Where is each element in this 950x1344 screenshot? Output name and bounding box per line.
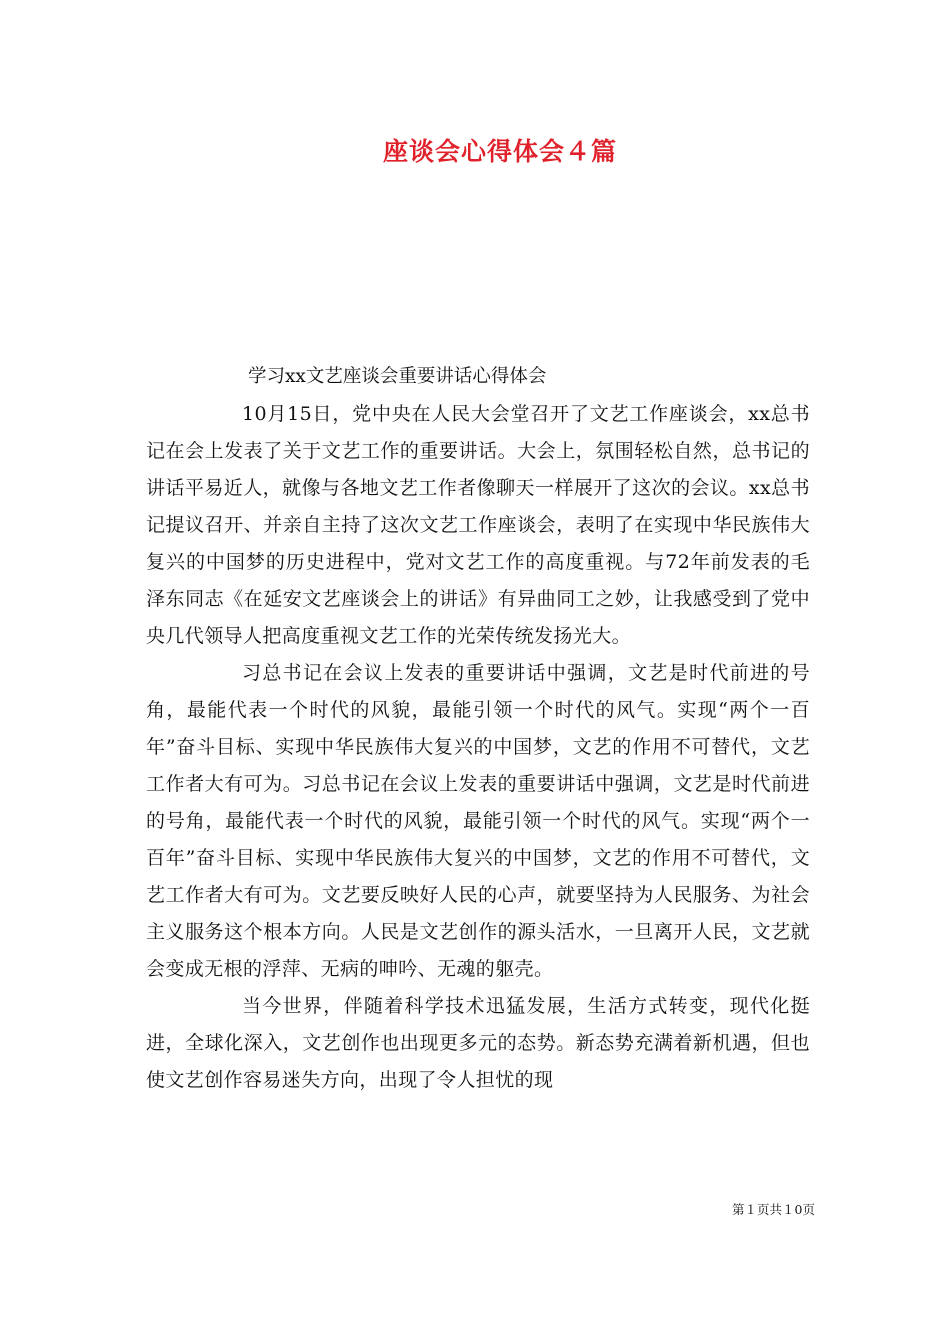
document-title: 座谈会心得体会４篇	[382, 137, 617, 166]
document-subtitle: 学习xx文艺座谈会重要讲话心得体会	[248, 366, 547, 387]
body-paragraph: 当今世界，伴随着科学技术迅猛发展，生活方式转变，现代化挺进，全球化深入，文艺创作也出现更多元的态势。新态势充满着新机遇，但也使文艺创作容易迷失方向，出现了令人担忧的现	[146, 995, 810, 1091]
document-body	[146, 396, 810, 1099]
page-number-footer: 第１页共１0页	[732, 1202, 815, 1217]
body-paragraph: 10月15日，党中央在人民大会堂召开了文艺工作座谈会，xx总书记在会上发表了关于文艺工作的重要讲话。大会上，氛围轻松自然，总书记的讲话平易近人，就像与各地文艺工作者像聊天一样展开了这次的会议。xx总书记提议召开、并亲自主持了这次文艺工作座谈会，表明了在实现中华民族伟大复兴的中国梦的历史进程中，党对文艺工作的高度重视。与72年前发表的毛泽东同志《在延安文艺座谈会上的讲话》有异曲同工之妙，让我感受到了党中央几代领导人把高度重视文艺工作的光荣传统发扬光大。	[146, 403, 810, 647]
body-paragraph: 习总书记在会议上发表的重要讲话中强调，文艺是时代前进的号角，最能代表一个时代的风貌，最能引领一个时代的风气。实现“两个一百年”奋斗目标、实现中华民族伟大复兴的中国梦，文艺的作用不可替代，文艺工作者大有可为。习总书记在会议上发表的重要讲话中强调，文艺是时代前进的号角，最能代表一个时代的风貌，最能引领一个时代的风气。实现“两个一百年”奋斗目标、实现中华民族伟大复兴的中国梦，文艺的作用不可替代，文艺工作者大有可为。文艺要反映好人民的心声，就要坚持为人民服务、为社会主义服务这个根本方向。人民是文艺创作的源头活水，一旦离开人民，文艺就会变成无根的浮萍、无病的呻吟、无魂的躯壳。	[146, 662, 810, 980]
